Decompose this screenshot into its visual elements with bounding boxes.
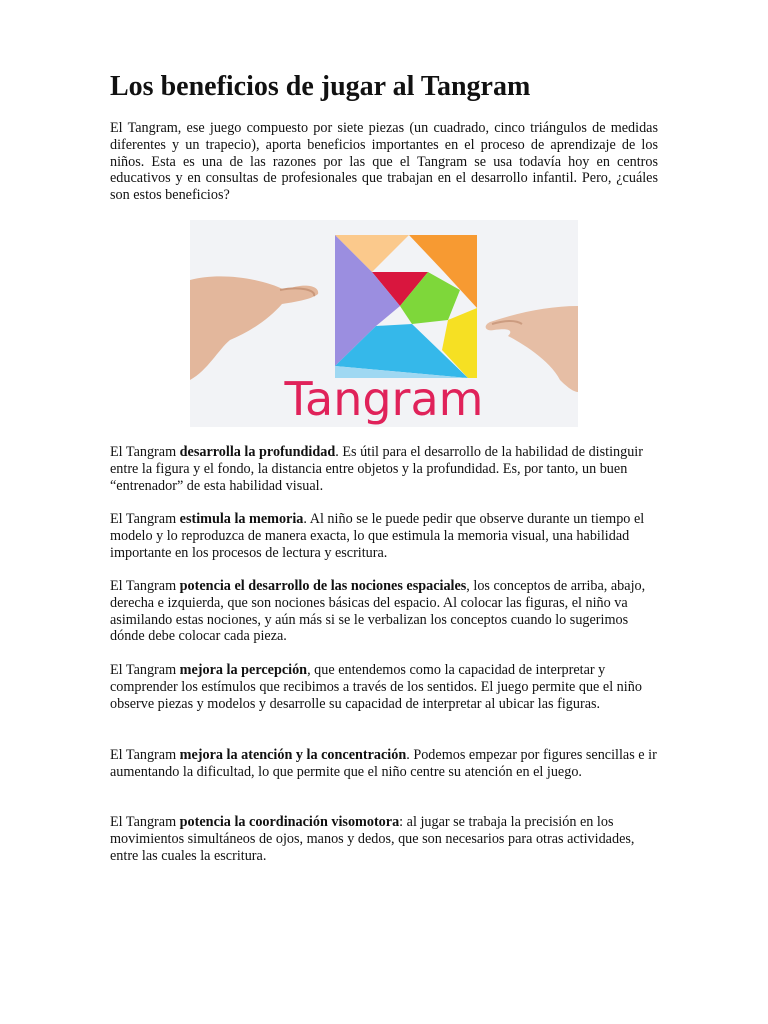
benefit-paragraph: El Tangram desarrolla la profundidad. Es útil para el desarrollo de la habilidad de distinguir entre la figura y el fondo, la distancia entre objetos y la profundidad. Es, por tanto, un buen “entrenador” de esta habilidad visual. <box>110 444 643 494</box>
benefit-highlight: estimula la memoria <box>179 511 304 527</box>
benefit-paragraph: El Tangram potencia la coordinación visomotora: al jugar se trabaja la precisión en los movimientos simultáneos de ojos, manos y dedos, que son necesarios para otras actividades, entre las cuales la escritura. <box>110 814 635 864</box>
tangram-illustration <box>190 220 578 427</box>
benefit-paragraph: El Tangram mejora la atención y la concentración. Podemos empezar por figures sencillas e ir aumentando la dificultad, lo que permite que el niño centre su atención en el juego. <box>110 747 657 780</box>
intro-paragraph: El Tangram, ese juego compuesto por siete piezas (un cuadrado, cinco triángulos de medidas diferentes y un trapecio), aporta beneficios importantes en el proceso de aprendizaje de los niños. Esta es una de las razones por las que el Tangram se usa todavía hoy en centros educativos y en consultas de profesionales que trabajan en el desarrollo infantil. Pero, ¿cuáles son estos beneficios? <box>110 120 658 204</box>
benefit-paragraph: El Tangram estimula la memoria. Al niño se le puede pedir que observe durante un tiempo el modelo y lo reproduzca de manera exacta, lo que estimula la memoria visual, una habilidad importante en los procesos de lectura y escritura. <box>110 511 645 561</box>
benefit-highlight: potencia la coordinación visomotora <box>179 814 400 830</box>
benefit-highlight: potencia el desarrollo de las nociones espaciales <box>179 578 467 594</box>
tangram-caption: Tangram <box>284 372 484 426</box>
benefit-highlight: mejora la percepción <box>179 662 308 678</box>
benefit-highlight: desarrolla la profundidad <box>179 444 336 460</box>
benefit-paragraph: El Tangram potencia el desarrollo de las nociones espaciales, los conceptos de arriba, abajo, derecha e izquierda, que son nociones básicas del espacio. Al colocar las figuras, el niño va asimilando estas nociones, y aún más si se le verbalizan los conceptos cuando lo sugerimos dónde debe colocar cada pieza. <box>110 578 646 645</box>
page-title: Los beneficios de jugar al Tangram <box>110 71 531 102</box>
tangram-image <box>190 220 578 427</box>
benefit-paragraph: El Tangram mejora la percepción, que entendemos como la capacidad de interpretar y comprender los estímulos que recibimos a través de los sentidos. El juego permite que el niño observe piezas y modelos y desarrolle su capacidad de interpretar al ubicar las figuras. <box>110 662 642 712</box>
benefit-highlight: mejora la atención y la concentración <box>179 747 407 763</box>
